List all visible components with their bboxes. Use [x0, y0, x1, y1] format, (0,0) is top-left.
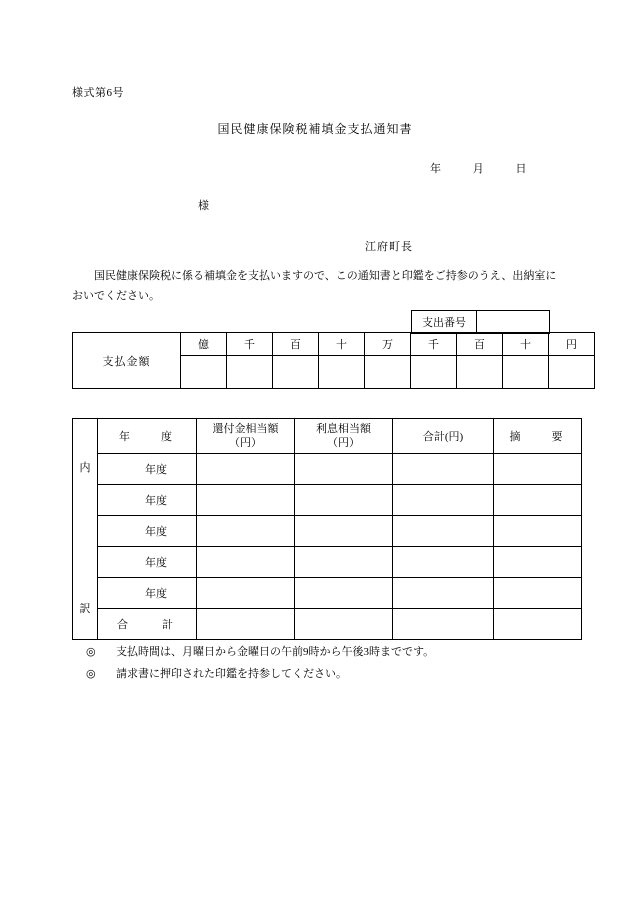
amount-cell-oku[interactable] — [181, 356, 227, 389]
form-number: 様式第6号 — [72, 87, 124, 99]
date-day-label: 日 — [515, 163, 527, 175]
row-total-4[interactable] — [393, 547, 494, 578]
amount-unit-ju1: 十 — [319, 333, 365, 356]
amount-cell-sen2[interactable] — [411, 356, 457, 389]
table-header-row — [73, 419, 582, 454]
row-interest-4[interactable] — [295, 547, 393, 578]
amount-cell-ju1[interactable] — [319, 356, 365, 389]
table-row — [73, 578, 582, 609]
table-row — [73, 333, 595, 356]
amount-cell-en[interactable] — [549, 356, 595, 389]
amount-unit-sen1: 千 — [227, 333, 273, 356]
notes-list — [86, 641, 434, 685]
row-refund-2[interactable] — [197, 485, 295, 516]
payment-number-table — [411, 310, 550, 334]
date-year-label: 年 — [430, 163, 441, 175]
table-row — [73, 485, 582, 516]
header-interest — [295, 419, 393, 454]
row-note-5[interactable] — [494, 578, 582, 609]
row-year-1[interactable]: 年度 — [98, 454, 197, 485]
sum-row-label: 合 計 — [98, 609, 197, 640]
date-line — [430, 160, 536, 176]
table-sum-row — [73, 609, 582, 640]
row-note-2[interactable] — [494, 485, 582, 516]
header-total: 合計(円) — [393, 419, 494, 454]
bullet-icon: ◎ — [86, 646, 96, 658]
row-year-3[interactable]: 年度 — [98, 516, 197, 547]
amount-cell-sen1[interactable] — [227, 356, 273, 389]
note-text-2: 請求書に押印された印鑑を持参してください。 — [116, 668, 347, 680]
row-refund-1[interactable] — [197, 454, 295, 485]
table-row — [73, 454, 582, 485]
amount-unit-ju2: 十 — [503, 333, 549, 356]
header-refund-text: 還付金相当額 — [212, 423, 279, 435]
note-text-1: 支払時間は、月曜日から金曜日の午前9時から午後3時までです。 — [116, 646, 435, 658]
header-refund-unit: （円） — [229, 437, 262, 449]
body-paragraph: 国民健康保険税に係る補填金を支払いますので、この通知書と印鑑をご持参のうえ、出納室においでください。 — [72, 270, 557, 302]
header-note: 摘 要 — [494, 419, 582, 454]
breakdown-side-spacer-2 — [73, 547, 98, 578]
row-note-4[interactable] — [494, 547, 582, 578]
row-year-4[interactable]: 年度 — [98, 547, 197, 578]
row-interest-5[interactable] — [295, 578, 393, 609]
sum-note[interactable] — [494, 609, 582, 640]
breakdown-table — [72, 418, 582, 640]
amount-unit-oku: 億 — [181, 333, 227, 356]
sum-refund[interactable] — [197, 609, 295, 640]
row-total-1[interactable] — [393, 454, 494, 485]
amount-cell-hyaku1[interactable] — [273, 356, 319, 389]
breakdown-side-label-top: 内 — [73, 419, 98, 516]
page-title: 国民健康保険税補填金支払通知書 — [217, 122, 413, 136]
list-item — [86, 641, 434, 663]
row-interest-1[interactable] — [295, 454, 393, 485]
amount-cell-man[interactable] — [365, 356, 411, 389]
header-year: 年 度 — [98, 419, 197, 454]
header-interest-text: 利息相当額 — [316, 423, 371, 435]
row-total-5[interactable] — [393, 578, 494, 609]
amount-cell-ju2[interactable] — [503, 356, 549, 389]
header-interest-unit: （円） — [327, 437, 360, 449]
table-row — [412, 311, 550, 334]
amount-unit-sen2: 千 — [411, 333, 457, 356]
row-interest-3[interactable] — [295, 516, 393, 547]
list-item — [86, 663, 434, 685]
sum-interest[interactable] — [295, 609, 393, 640]
amount-table — [72, 332, 595, 389]
row-refund-3[interactable] — [197, 516, 295, 547]
date-month-label: 月 — [472, 163, 484, 175]
header-refund — [197, 419, 295, 454]
amount-unit-en: 円 — [549, 333, 595, 356]
payment-number-label: 支出番号 — [412, 311, 477, 334]
amount-unit-hyaku2: 百 — [457, 333, 503, 356]
row-total-3[interactable] — [393, 516, 494, 547]
issuer-name: 江府町長 — [365, 241, 413, 253]
row-refund-5[interactable] — [197, 578, 295, 609]
amount-label: 支払金額 — [73, 333, 181, 389]
table-row — [73, 516, 582, 547]
amount-cell-hyaku2[interactable] — [457, 356, 503, 389]
row-interest-2[interactable] — [295, 485, 393, 516]
payment-number-value[interactable] — [477, 311, 550, 334]
row-refund-4[interactable] — [197, 547, 295, 578]
table-row — [73, 547, 582, 578]
row-note-1[interactable] — [494, 454, 582, 485]
amount-unit-hyaku1: 百 — [273, 333, 319, 356]
row-note-3[interactable] — [494, 516, 582, 547]
breakdown-side-label-bottom: 訳 — [73, 578, 98, 640]
row-year-5[interactable]: 年度 — [98, 578, 197, 609]
breakdown-side-spacer-1 — [73, 516, 98, 547]
amount-unit-man: 万 — [365, 333, 411, 356]
sum-total[interactable] — [393, 609, 494, 640]
row-total-2[interactable] — [393, 485, 494, 516]
bullet-icon: ◎ — [86, 668, 96, 680]
addressee-label: 様 — [198, 200, 209, 212]
row-year-2[interactable]: 年度 — [98, 485, 197, 516]
